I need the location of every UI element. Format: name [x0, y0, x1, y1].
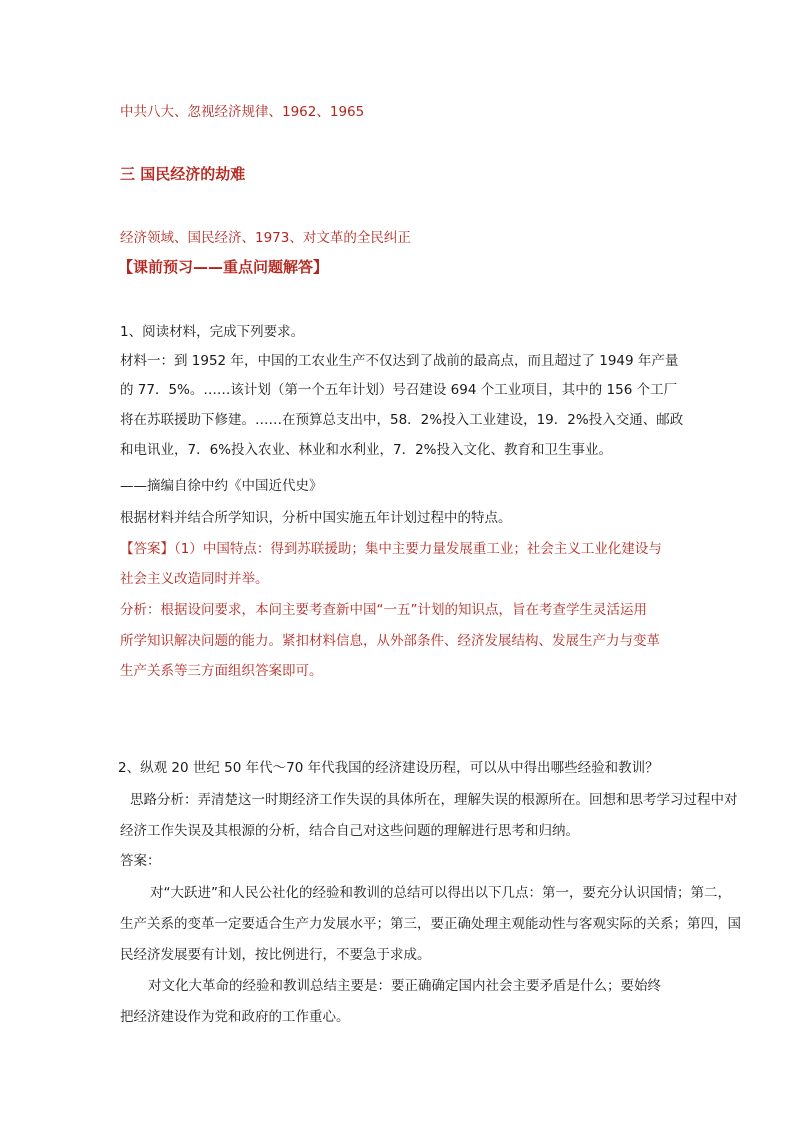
answer-paragraph-line: 把经济建设作为党和政府的工作重心。 — [120, 1009, 350, 1025]
thinking-analysis-line: 思路分析：弄清楚这一时期经济工作失误的具体所在，理解失误的根源所在。回想和思考学习过程中对 — [130, 792, 738, 808]
answer-paragraph-line: 对“大跃进”和人民公社化的经验和教训的总结可以得出以下几点：第一，要充分认识国情；第二， — [150, 885, 731, 901]
material-line: 将在苏联援助下修建。……在预算总支出中，58．2%投入工业建设，19．2%投入交通、邮政 — [120, 412, 684, 428]
preview-heading: 【课前预习——重点问题解答】 — [118, 258, 329, 276]
material-source: ——摘编自徐中约《中国近代史》 — [120, 478, 323, 494]
question-2-answer-label: 答案： — [120, 853, 161, 869]
thinking-analysis-line: 经济工作失误及其根源的分析，结合自己对这些问题的理解进行思考和归纳。 — [120, 823, 579, 839]
material-line: 材料一：到 1952 年，中国的工农业生产不仅达到了战前的最高点，而且超过了 1949 年产量 — [120, 353, 679, 369]
material-line: 和电讯业，7．6%投入农业、林业和水利业，7．2%投入文化、教育和卫生事业。 — [120, 442, 613, 458]
answer-text: （1）中国特点：得到苏联援助；集中主要力量发展重工业；社会主义工业化建设与 — [174, 541, 662, 557]
question-1-prompt: 根据材料并结合所学知识，分析中国实施五年计划过程中的特点。 — [120, 510, 512, 526]
answer-paragraph-line: 对文化大革命的经验和教训总结主要是：要正确确定国内社会主要矛盾是什么；要始终 — [148, 978, 661, 994]
keywords-line-1: 中共八大、忽视经济规律、1962、1965 — [120, 104, 365, 120]
answer-paragraph-line: 生产关系的变革一定要适合生产力发展水平；第三，要正确处理主观能动性与客观实际的关系；第四，国 — [120, 916, 741, 932]
analysis-line: 分析：根据设问要求，本问主要考查新中国“一五”计划的知识点，旨在考查学生灵活运用 — [120, 602, 647, 618]
section-3-title: 三 国民经济的劫难 — [120, 165, 246, 183]
question-2-title: 2、纵观 20 世纪 50 年代～70 年代我国的经济建设历程，可以从中得出哪些经验和教训？ — [118, 760, 659, 776]
answer-paragraph-line: 民经济发展要有计划，按比例进行，不要急于求成。 — [120, 947, 431, 963]
analysis-line: 所学知识解决问题的能力。紧扣材料信息，从外部条件、经济发展结构、发展生产力与变革 — [120, 633, 660, 649]
question-1-title: 1、阅读材料，完成下列要求。 — [120, 324, 305, 340]
keywords-line-2: 经济领域、国民经济、1973、对文革的全民纠正 — [120, 230, 411, 246]
answer-label: 【答案】 — [120, 541, 174, 557]
answer-line — [120, 540, 662, 558]
answer-line: 社会主义改造同时并举。 — [120, 571, 269, 587]
analysis-line: 生产关系等三方面组织答案即可。 — [120, 663, 323, 679]
material-line: 的 77．5%。……该计划（第一个五年计划）号召建设 694 个工业项目，其中的 156 个工厂 — [120, 382, 678, 398]
